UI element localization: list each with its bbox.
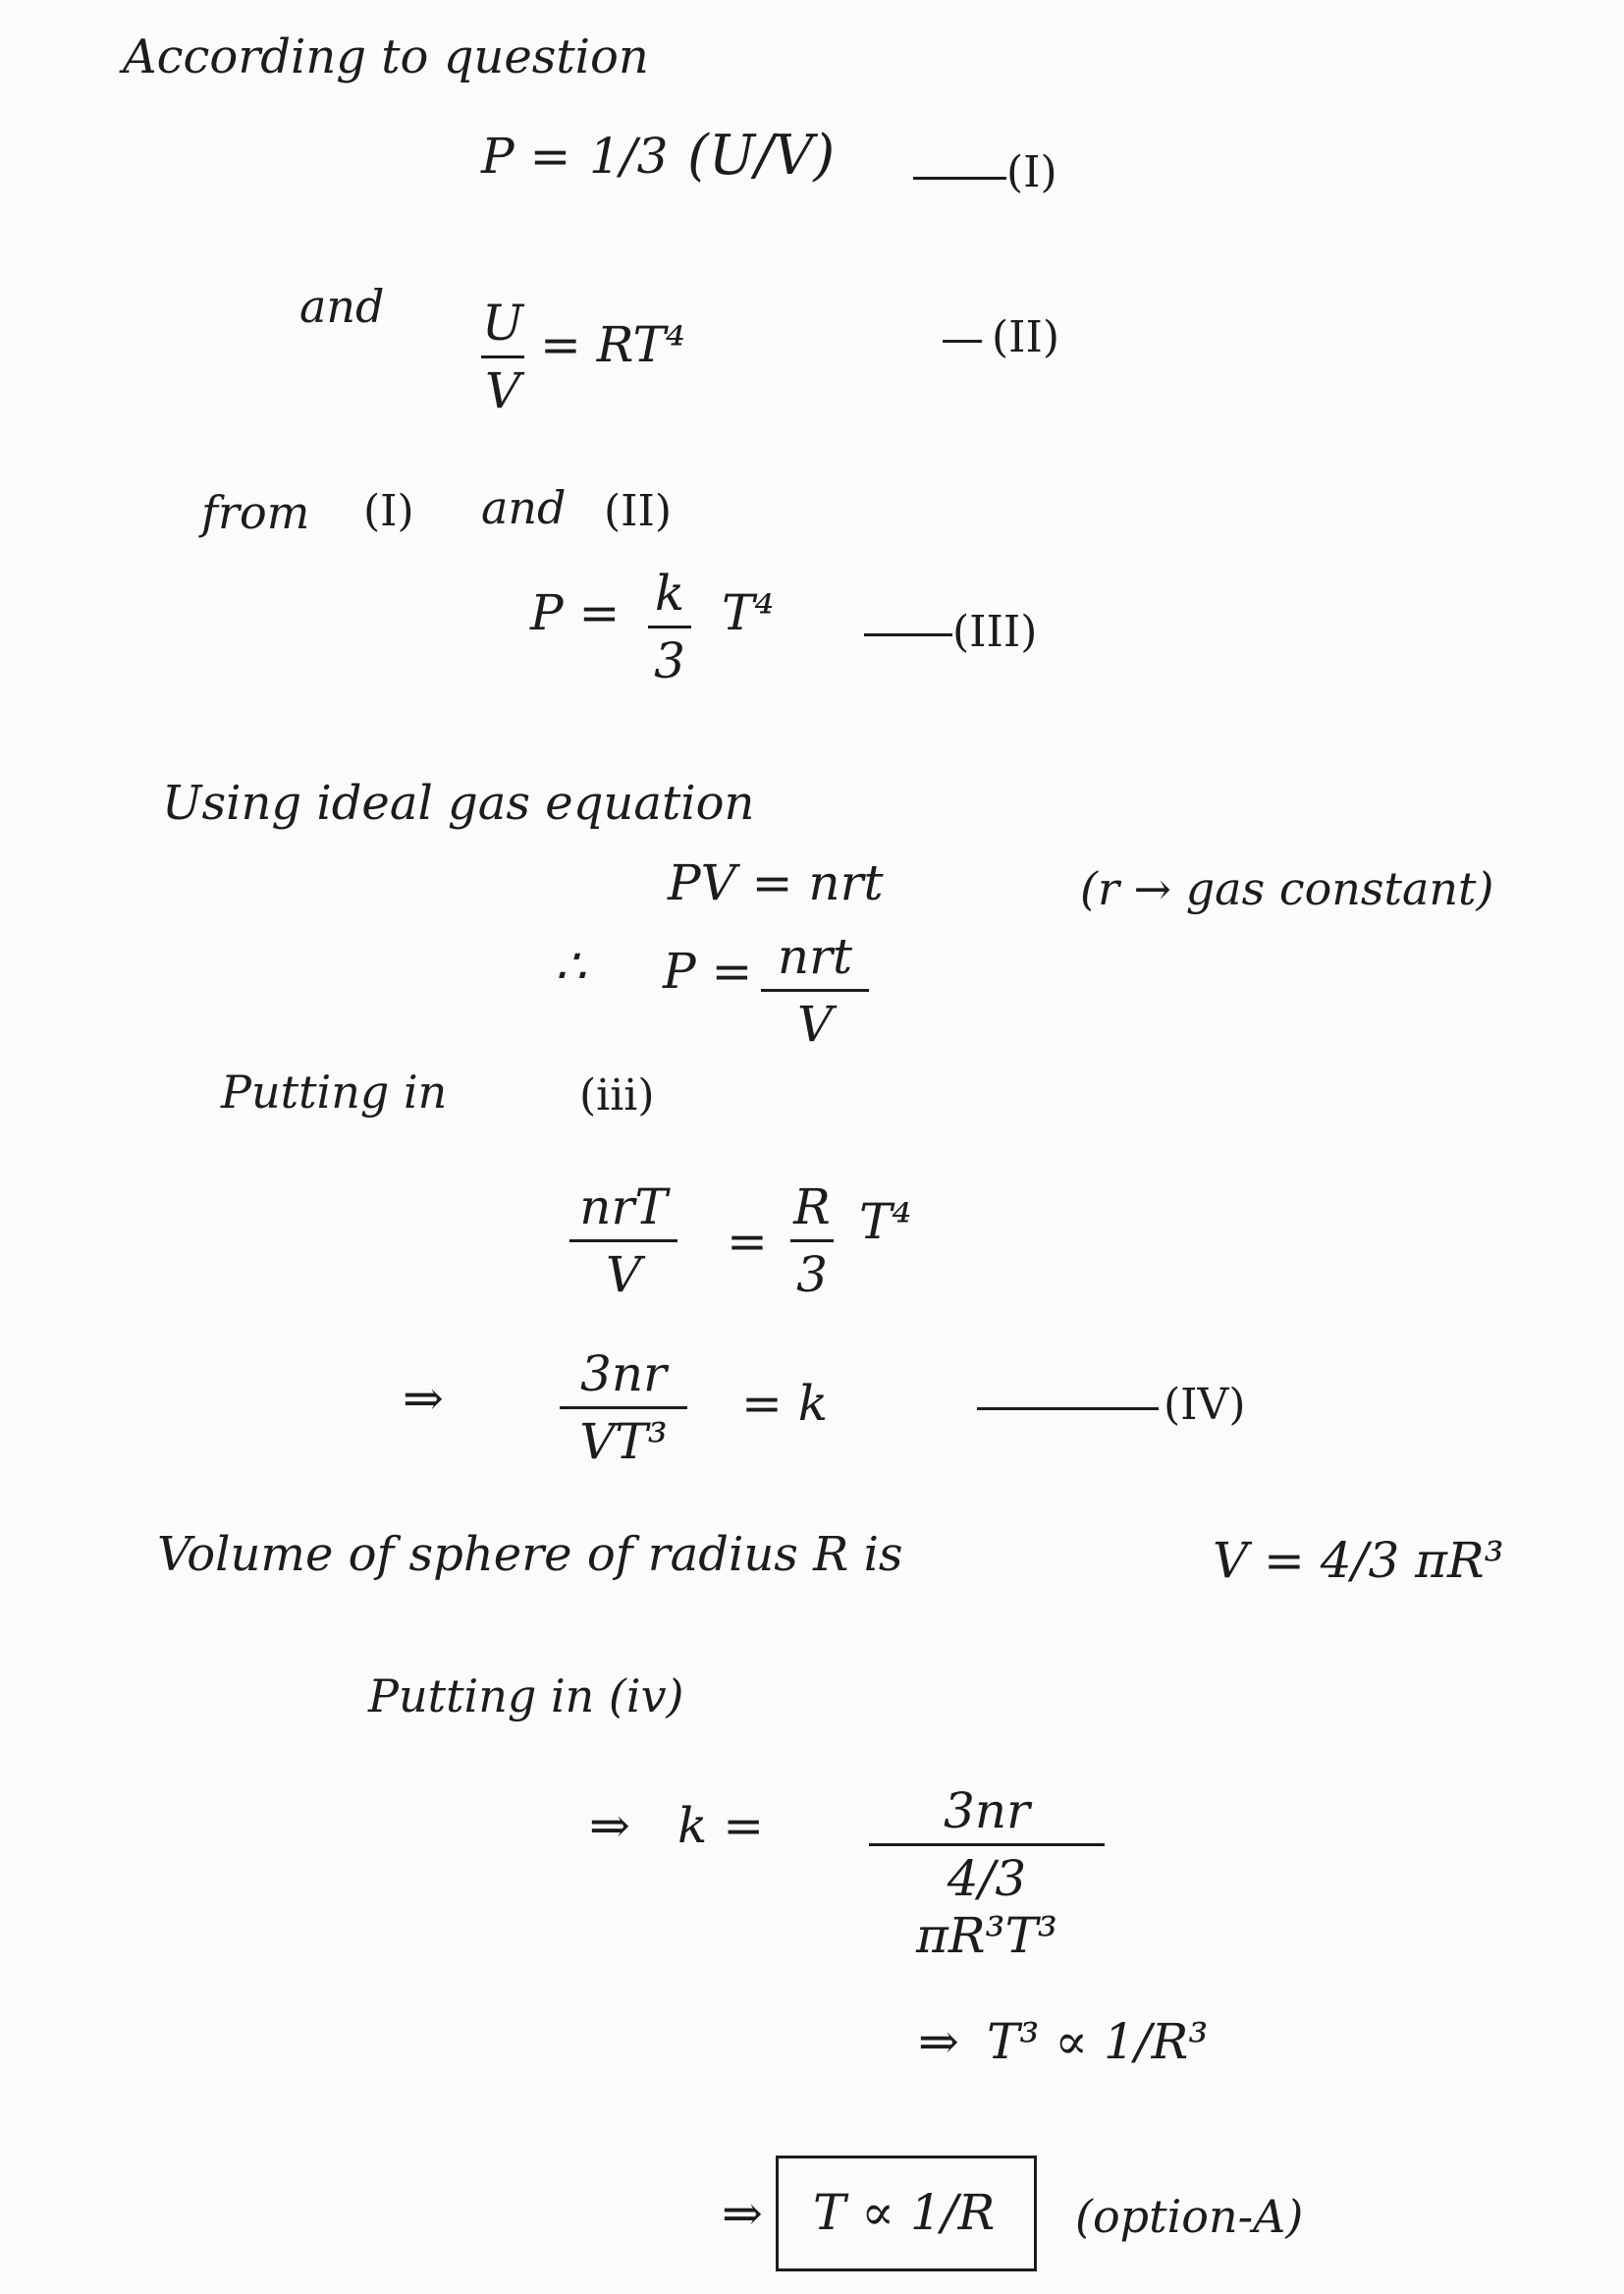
result-formula: T ∝ 1/R [813, 2184, 996, 2241]
volume-formula: V = 4/3 πR³ [1213, 1532, 1504, 1589]
eq2-numerator: U [481, 295, 524, 352]
eq-sub-left-denominator: V [605, 1246, 642, 1303]
ref-iii: (iii) [579, 1070, 655, 1120]
eq4-tag: (IV) [1164, 1380, 1246, 1430]
eq3-rhs: T⁴ [722, 584, 775, 641]
eq2-tag: (II) [992, 312, 1060, 362]
from-ref2: (II) [604, 486, 673, 536]
eq-sub-equals: = [727, 1213, 768, 1270]
eq5-fraction [869, 1782, 1105, 1964]
eq4-denominator: VT³ [579, 1413, 668, 1470]
eq1-paren: (U/V) [687, 124, 836, 188]
option-label: (option-A) [1075, 2190, 1304, 2243]
eq-sub-right-denominator: 3 [796, 1246, 828, 1303]
volume-line: Volume of sphere of radius R is [157, 1527, 903, 1582]
eq4-fraction [560, 1345, 687, 1470]
eq3-tag: (III) [952, 607, 1038, 657]
eq-sub-left-numerator: nrT [579, 1178, 668, 1235]
implies-symbol-4: ⇒ [722, 2185, 763, 2242]
putting-in-label: Putting in [221, 1065, 448, 1119]
eq-sub-rhs: T⁴ [859, 1193, 912, 1250]
eq2-dash [943, 340, 982, 343]
eq3-fraction [648, 565, 691, 689]
intro-heading: According to question [123, 29, 649, 84]
eq2-fraction [481, 295, 524, 419]
eq5-lhs: k = [677, 1797, 765, 1854]
implies-symbol-2: ⇒ [589, 1797, 630, 1854]
eq-sub-right-numerator: R [793, 1178, 831, 1235]
eq6-proportionality: T³ ∝ 1/R³ [987, 2013, 1209, 2070]
eq3-fraction-bar [648, 626, 691, 628]
eq4-rhs: = k [741, 1375, 829, 1432]
eq-p-fraction-bar [761, 989, 869, 992]
putting-in-iv-label: Putting in (iv) [368, 1669, 684, 1722]
eq3-dash [864, 633, 952, 636]
eq-sub-left-fraction [569, 1178, 677, 1303]
eq3-denominator: 3 [654, 632, 685, 689]
implies-symbol-1: ⇒ [403, 1370, 444, 1427]
gas-constant-note: (r → gas constant) [1080, 862, 1494, 915]
eq-p-numerator: nrt [777, 928, 853, 985]
from-and-word: and [481, 481, 567, 534]
eq4-dash [977, 1407, 1159, 1410]
eq3-numerator: k [654, 565, 685, 622]
eq2-fraction-bar [481, 355, 524, 358]
implies-symbol-3: ⇒ [918, 2013, 959, 2070]
eq-p-lhs: P = [663, 943, 753, 1000]
from-ref1: (I) [363, 486, 414, 536]
eq1-lhs: P = [481, 128, 571, 185]
eq-sub-left-bar [569, 1239, 677, 1242]
eq-p-fraction [761, 928, 869, 1053]
result-box [776, 2156, 1037, 2271]
eq3-lhs: P = [530, 584, 621, 641]
eq1-dash [913, 177, 1006, 180]
and-word: and [299, 280, 385, 333]
eq4-fraction-bar [560, 1406, 687, 1409]
eq4-numerator: 3nr [580, 1345, 667, 1402]
therefore-symbol: ∴ [555, 938, 586, 995]
eq5-numerator: 3nr [944, 1782, 1030, 1839]
from-word: from [201, 486, 310, 539]
eq2-rhs: = RT⁴ [540, 316, 685, 373]
eq1-coef: 1/3 [589, 128, 669, 185]
ideal-gas-heading: Using ideal gas equation [162, 776, 755, 831]
eq5-fraction-bar [869, 1843, 1105, 1846]
eq-sub-right-fraction [790, 1178, 834, 1303]
eq-p-denominator: V [796, 996, 834, 1053]
eq2-denominator: V [484, 362, 521, 419]
eq5-denominator: 4/3 πR³T³ [916, 1850, 1057, 1964]
eq-sub-right-bar [790, 1239, 834, 1242]
ideal-gas-equation: PV = nrt [668, 854, 884, 911]
eq1-tag: (I) [1006, 147, 1057, 197]
